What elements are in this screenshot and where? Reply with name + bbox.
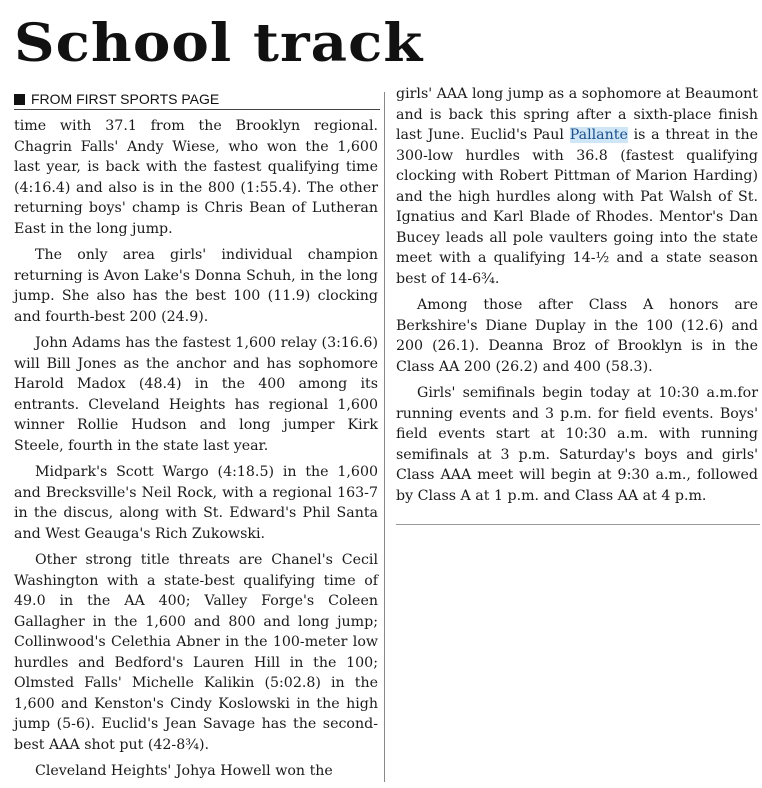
paragraph: Girls' semifinals begin today at 10:30 a.m.for running events and 3 p.m. for field events. Boys' field events start at 10:30 a.m. with running semifinals at 3 p.m. Saturday's boys and girls' Class AAA meet will begin at 9:30 a.m., followed by Class A at 1 p.m. and Class AA at 4 p.m. [396,385,758,504]
paragraph: The only area girls' individual champion returning is Avon Lake's Donna Schuh, in the long jump. She also has the best 100 (11.9) clocking and fourth-best 200 (24.9). [14,247,378,325]
paragraph [396,84,758,289]
paragraph: Among those after Class A honors are Berkshire's Diane Duplay in the 100 (12.6) and 200 (26.1). Deanna Broz of Brooklyn is in the Class AA 200 (26.2) and 400 (58.3). [396,297,758,375]
paragraph-text: girls' AAA long jump as a sophomore at Beaumont and is back this spring after a sixth-place finish last June. Euclid's Paul [396,86,758,143]
kicker-rule [14,109,380,110]
paragraph: John Adams has the fastest 1,600 relay (3:16.6) will Bill Jones as the anchor and has sophomore Harold Madox (48.4) in the 400 among its entrants. Cleveland Heights has regional 1,600 winner Rollie Hudson and long jumper Kirk Steele, fourth in the state last year. [14,335,378,454]
end-rule [396,524,760,525]
paragraph: Other strong title threats are Chanel's Cecil Washington with a state-best qualifying time of 49.0 in the AA 400; Valley Forge's Coleen Gallagher in the 1,600 and 800 and long jump; Collinwood's Celethia Abner in the 100-meter low hurdles and Bedford's Lauren Hill in the 100; Olmsted Falls' Michelle Kalikin (5:02.8) in the 1,600 and Kenston's Cindy Koslowski in the high jump (5-6). Euclid's Jean Savage has the second-best AAA shot put (42-8¾). [14,552,378,753]
left-column [14,116,378,788]
paragraph: time with 37.1 from the Brooklyn regional. Chagrin Falls' Andy Wiese, who won the 1,600 last year, is back with the fastest qualifying time (4:16.4) and also is in the 800 (1:55.4). The other returning boys' champ is Chris Bean of Lutheran East in the long jump. [14,118,378,237]
paragraph: Midpark's Scott Wargo (4:18.5) in the 1,600 and Brecksville's Neil Rock, with a regional 163-7 in the discus, along with St. Edward's Phil Santa and West Geauga's Rich Zukowski. [14,464,378,542]
paragraph-text: is a threat in the 300-low hurdles with 36.8 (fastest qualifying clocking with Robert Pittman of Marion Harding) and the high hurdles along with Pat Walsh of St. Ignatius and Karl Blade of Rhodes. Mentor's Dan Bucey leads all pole vaulters going into the state meet with a qualifying 14-½ and a state season best of 14-6¾. [396,127,758,287]
right-column [396,84,758,512]
square-bullet-icon [14,94,25,105]
continuation-kicker [14,91,219,107]
headline: School track [14,13,424,74]
highlighted-name[interactable]: Pallante [569,127,628,143]
column-divider [384,92,385,782]
kicker-label: FROM FIRST SPORTS PAGE [31,91,220,107]
paragraph: Cleveland Heights' Johya Howell won the [35,763,333,779]
